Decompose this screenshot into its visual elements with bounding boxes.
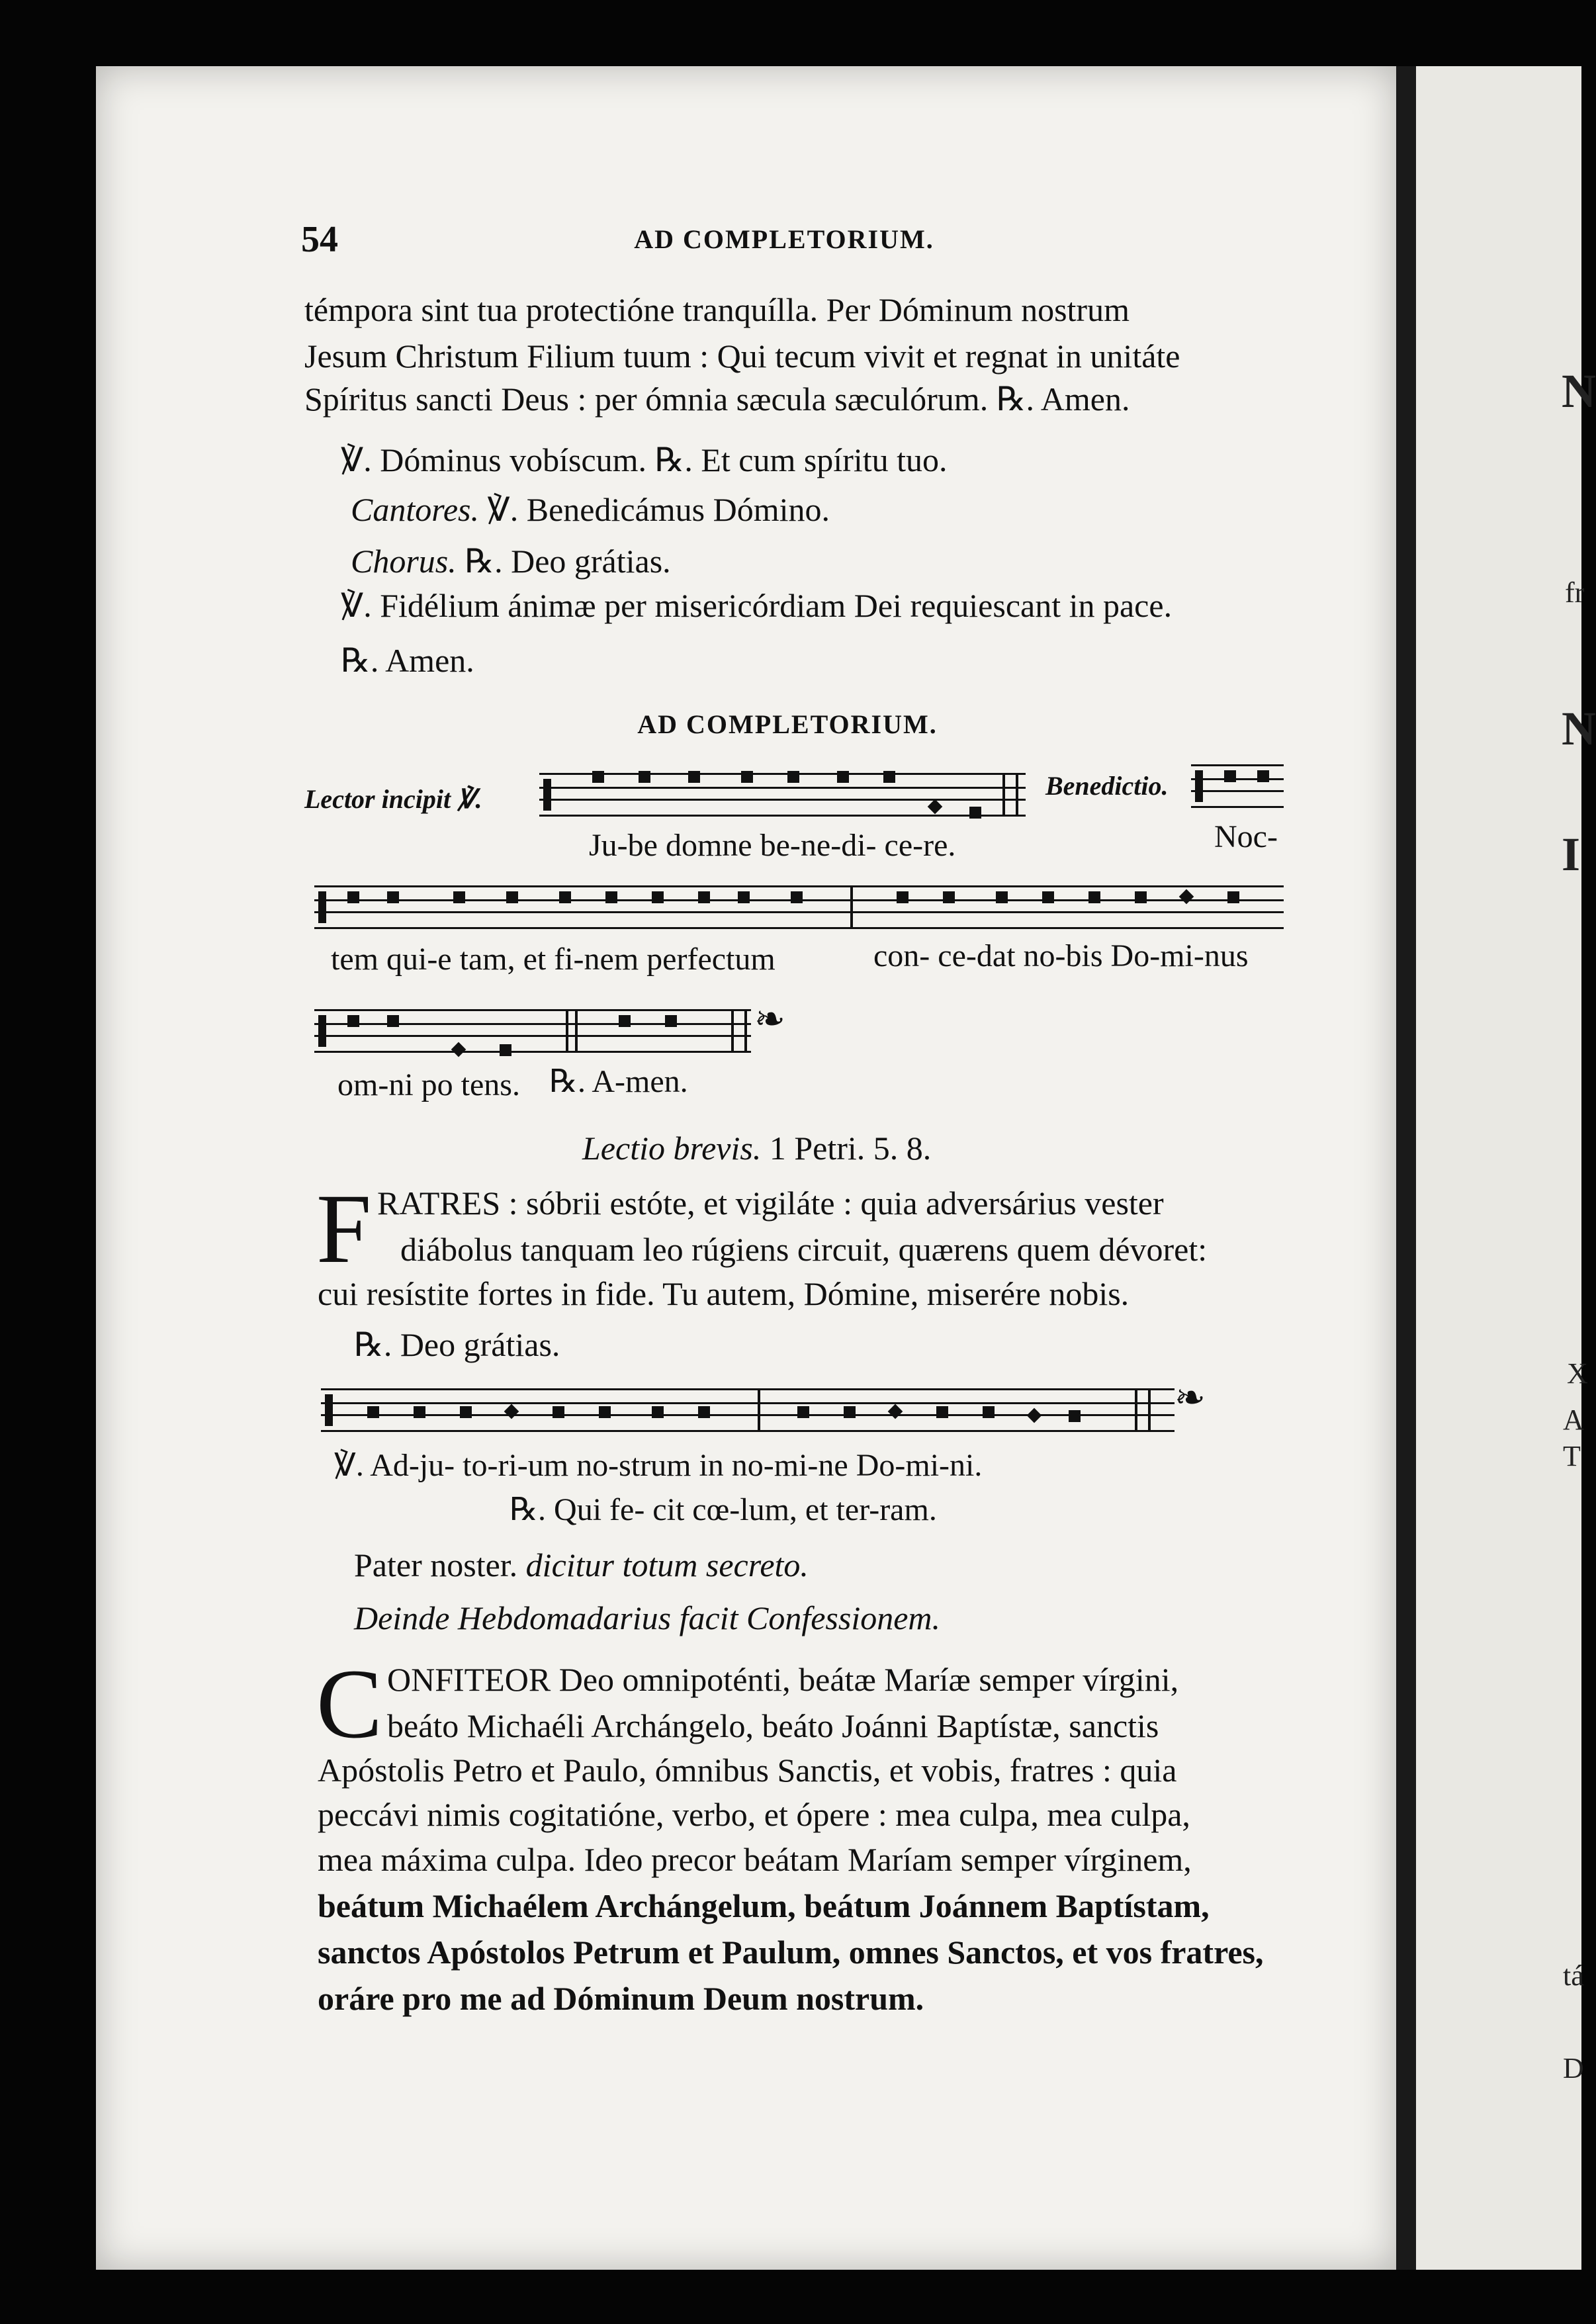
versicle-text: Amen.	[385, 642, 474, 679]
chant-staff	[314, 885, 1284, 929]
chant-staff	[1191, 764, 1284, 808]
chant-lyrics: Noc-	[1214, 819, 1278, 854]
versicle	[341, 586, 1172, 625]
rubric-pater	[354, 1545, 809, 1585]
chant-lyrics: om-ni po tens.	[337, 1067, 520, 1102]
lectio-line: cui resístite fortes in fide. Tu autem, Dómine, miserére nobis.	[318, 1275, 1130, 1312]
lectio-response: ℞. Deo grátias.	[354, 1326, 560, 1363]
chant-staff	[314, 1009, 751, 1053]
drop-cap: F	[316, 1174, 372, 1284]
chant-staff	[539, 773, 1026, 817]
chant-lyrics: ℞. Qui fe- cit cœ-lum, et ter-ram.	[510, 1492, 937, 1527]
facing-letter: N	[1562, 702, 1596, 755]
chant-lyrics: ℞. A-men.	[549, 1064, 688, 1099]
ornament-icon: ❧	[754, 999, 785, 1040]
facing-letter: N	[1562, 365, 1596, 418]
lectio-title: Lectio brevis.	[582, 1130, 762, 1167]
facing-letter: T	[1563, 1440, 1581, 1472]
page-number: 54	[301, 219, 338, 260]
versicle-label: Cantores.	[351, 491, 479, 528]
confiteor-line: beáto Michaéli Archángelo, beáto Joánni Baptístæ, sanctis	[387, 1707, 1159, 1744]
chant-staff	[321, 1388, 1175, 1432]
facing-page-edge	[1416, 66, 1596, 2270]
page-header	[301, 218, 1267, 265]
prayer-line: Jesum Christum Filium tuum : Qui tecum vivit et regnat in unitáte	[304, 337, 1180, 375]
facing-letter: fr	[1565, 576, 1585, 609]
pater-rubric: dicitur totum secreto.	[525, 1546, 809, 1584]
chant-lector-rubric: Lector incipit ℣.	[304, 784, 482, 814]
lectio-line: diábolus tanquam leo rúgiens circuit, quærens quem dévoret:	[400, 1231, 1208, 1268]
versicle-sign: ℣.	[341, 441, 372, 478]
lectio-ref: 1 Petri. 5. 8.	[769, 1130, 932, 1167]
prayer-line: témpora sint tua protectióne tranquílla. Per Dóminum nostrum	[304, 291, 1130, 328]
confiteor-line: ONFITEOR Deo omnipoténti, beátæ Maríæ semper vírgini,	[387, 1661, 1179, 1698]
versicle	[341, 641, 474, 680]
facing-letter: tá	[1563, 1959, 1584, 1992]
book-spine	[1396, 66, 1417, 2270]
confiteor-line: oráre pro me ad Dóminum Deum nostrum.	[318, 1980, 924, 2017]
chant-lyrics: Ju-be domne be-ne-di- ce-re.	[589, 828, 956, 863]
versicle-text: Dóminus vobíscum. ℞. Et cum spíritu tuo.	[380, 441, 948, 478]
section-title: AD COMPLETORIUM.	[637, 709, 938, 739]
drop-cap: C	[316, 1649, 383, 1759]
versicle	[351, 541, 671, 581]
prayer-line: Spíritus sancti Deus : per ómnia sæcula sæculórum. ℞. Amen.	[304, 380, 1130, 418]
versicle	[351, 490, 830, 529]
facing-letter: A	[1563, 1404, 1584, 1436]
lectio-line: RATRES : sóbrii estóte, et vigiláte : quia adversárius vester	[377, 1184, 1164, 1222]
versicle-sign: ℞.	[341, 642, 379, 679]
versicle-sign: ℣.	[487, 491, 519, 528]
facing-letter: I	[1562, 828, 1581, 881]
rubric-confession: Deinde Hebdomadarius facit Confessionem.	[354, 1599, 941, 1636]
versicle-label: Chorus.	[351, 543, 457, 580]
confiteor-line: Apóstolis Petro et Paulo, ómnibus Sanctis, et vobis, fratres : quia	[318, 1752, 1177, 1789]
confiteor-line: mea máxima culpa. Ideo precor beátam Maríam semper vírginem,	[318, 1841, 1192, 1878]
pater-text: Pater noster.	[354, 1546, 518, 1584]
versicle-text: Benedicámus Dómino.	[526, 491, 830, 528]
ornament-icon: ❧	[1175, 1378, 1206, 1419]
lectio-heading	[582, 1128, 931, 1168]
chant-benedictio-rubric: Benedictio.	[1045, 771, 1169, 801]
running-title: AD COMPLETORIUM.	[634, 224, 934, 254]
chant-lyrics: con- ce-dat no-bis Do-mi-nus	[873, 938, 1249, 973]
chant-lyrics: tem qui-e tam, et fi-nem perfectum	[331, 942, 776, 977]
versicle-sign: ℣.	[341, 587, 372, 624]
versicle-sign: ℞.	[465, 543, 503, 580]
confiteor-line: peccávi nimis cogitatióne, verbo, et ópere : mea culpa, mea culpa,	[318, 1796, 1190, 1833]
confiteor-line: sanctos Apóstolos Petrum et Paulum, omnes Sanctos, et vos fratres,	[318, 1934, 1264, 1971]
confiteor-line: beátum Michaélem Archángelum, beátum Joánnem Baptístam,	[318, 1887, 1210, 1924]
chant-lyrics: ℣. Ad-ju- to-ri-um no-strum in no-mi-ne Do-mi-ni.	[334, 1448, 983, 1483]
facing-letter: X	[1567, 1357, 1588, 1390]
versicle	[341, 440, 948, 480]
versicle-text: Deo grátias.	[511, 543, 671, 580]
versicle-text: Fidélium ánimæ per misericórdiam Dei requiescant in pace.	[380, 587, 1173, 624]
facing-letter: D	[1563, 2052, 1584, 2084]
